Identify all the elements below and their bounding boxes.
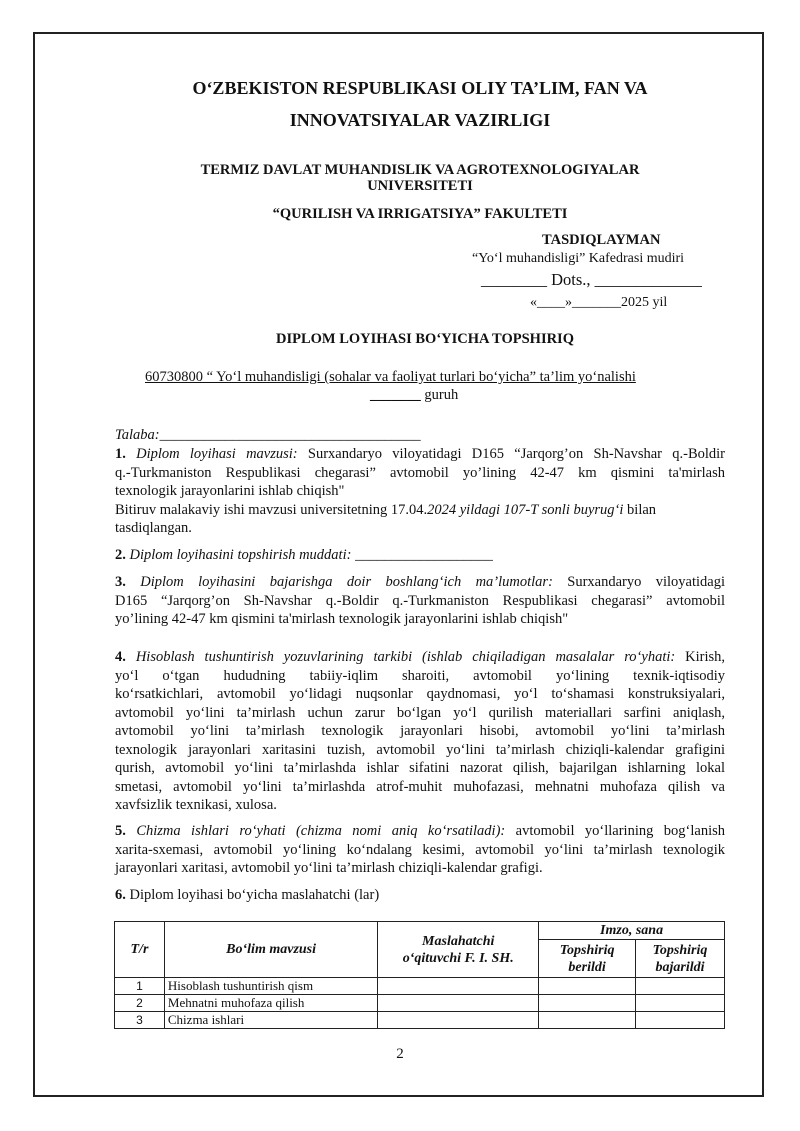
section-3-line2: D165 “Jarqorg’on Sh-Navshar q.-Boldir q.-Turkmaniston Respublikasi chegarasi” avtomobil (115, 592, 725, 609)
page-number: 2 (396, 1046, 404, 1062)
section-4-line: avtomobil yo‘lini ta’mirlash texnologik jarayonlari hisobi, avtomobil yo‘lini ta’mirlash (115, 723, 725, 739)
row-number: 2 (115, 995, 165, 1012)
section-4-line: qurish, avtomobil yo‘lini ta’mirlashda ishlar sifatini nazorat qilish, bajarilgan ishlarning lokal (115, 760, 725, 776)
approval-date: «____»_______2025 yil (530, 295, 668, 310)
approval-title: TASDIQLAYMAN (542, 232, 661, 248)
header-advisor: Maslahatchi o‘qituvchi F. I. SH. (378, 922, 539, 978)
section-4-line1: 4. Hisoblash tushuntirish yozuvlarining tarkibi (ishlab chiqiladigan masalalar ro‘yhati: Kirish, (115, 649, 726, 665)
row-topic: Hisoblash tushuntirish qism (164, 978, 377, 995)
header-given: Topshiriq berildi (539, 940, 636, 978)
section-1-approval: Bitiruv malakaviy ishi mavzusi universitetning 17.04.2024 yildagi 107-T sonli buyrug‘i bilan (115, 501, 657, 518)
ministry-name-line2: INNOVATSIYALAR VAZIRLIGI (289, 110, 551, 130)
advisors-table (114, 921, 725, 1029)
group-label: guruh (420, 387, 459, 403)
group-blank: _______ (370, 387, 421, 403)
dept-head-label: “Yo‘l muhandisligi” Kafedrasi mudiri (472, 251, 685, 266)
section-3-line1: 3. Diplom loyihasini bajarishga doir boshlang‘ich ma’lumotlar: Surxandaryo viloyatidagi (115, 574, 726, 590)
row-advisor[interactable] (378, 1012, 539, 1029)
section-4-line: yo‘l o‘tgan hududning tabiiy-iqlim sharoiti, avtomobil yo‘lining texnik-iqtisodiy (115, 667, 725, 684)
header-tr: T/r (115, 922, 165, 978)
signature-line (481, 270, 702, 290)
section-1-approval-line2: tasdiqlangan. (115, 520, 192, 536)
student-line (115, 427, 421, 444)
student-label: Talaba: (115, 427, 160, 443)
row-advisor[interactable] (378, 978, 539, 995)
row-topic: Chizma ishlari (164, 1012, 377, 1029)
section-3-line3: yo’lining 42-47 km qismini ta'mirlash texnologik jarayonlarini ishlab chiqish" (115, 611, 569, 627)
deadline-blank: ___________________ (351, 547, 493, 563)
table-row (115, 978, 725, 995)
row-given[interactable] (539, 978, 636, 995)
section-4-line: texnologik jarayonlari xaritasini tuzish, avtomobil yo‘lini ta’mirlash chiziqli-kalendar grafigini (115, 741, 725, 758)
row-topic: Mehnatni muhofaza qilish (164, 995, 377, 1012)
section-1-line1: 1. Diplom loyihasi mavzusi: Surxandaryo viloyatidagi D165 “Jarqorg’on Sh-Navshar q.-Boldir (115, 446, 725, 462)
header-sign-date: Imzo, sana (539, 922, 725, 940)
row-done[interactable] (636, 995, 725, 1012)
section-1-line2: q.-Turkmaniston Respublikasi chegarasi” avtomobil yo’lining 42-47 km qismini ta'mirlash (115, 464, 725, 481)
section-5 (115, 822, 725, 878)
section-1-line3: texnologik jarayonlarini ishlab chiqish" (115, 483, 345, 499)
section-4-last-line: xavfsizlik texnikasi, xulosa. (115, 797, 277, 813)
row-given[interactable] (539, 995, 636, 1012)
row-advisor[interactable] (378, 995, 539, 1012)
section-4-line: smetasi, avtomobil yo‘lini ta’mirlashda atrof-muhit muhofazasi, mehnatni muhofaza qilish va (115, 778, 725, 795)
group-line (370, 387, 458, 404)
section-2: 2. Diplom loyihasini topshirish muddati: ___________________ (115, 547, 493, 563)
section-4-line: ko‘rsatkichlari, avtomobil yo‘lidagi nuqsonlar qaydnomasi, yo‘l to‘shamasi konstruksiyalari, (115, 686, 725, 702)
section-5-line1: 5. Chizma ishlari ro‘yhati (chizma nomi aniq ko‘rsatiladi): avtomobil yo‘llarining bog‘lanish (115, 823, 726, 839)
section-5-line2: xarita-sxemasi, avtomobil yo‘lining ko‘ndalang kesimi, avtomobil yo‘lini ta’mirlash texnologik (115, 841, 725, 858)
table-row (115, 1012, 725, 1029)
row-given[interactable] (539, 1012, 636, 1029)
header-done: Topshiriq bajarildi (636, 940, 725, 978)
row-number: 1 (115, 978, 165, 995)
dots-label: Dots., (551, 270, 591, 289)
row-done[interactable] (636, 1012, 725, 1029)
section-6: 6. Diplom loyihasi bo‘yicha maslahatchi (lar) (115, 887, 380, 903)
ministry-name-line1: O‘ZBEKISTON RESPUBLIKASI OLIY TA’LIM, FAN VA (192, 78, 648, 98)
section-3 (115, 573, 725, 629)
section-1 (115, 445, 725, 538)
section-4-line: avtomobil yo‘lini ta’mirlash uchun zarur bo‘lgan yo‘l qurilish materiallari sarfini aniqlash, (115, 704, 725, 721)
section-4 (115, 648, 725, 815)
row-done[interactable] (636, 978, 725, 995)
row-number: 3 (115, 1012, 165, 1029)
specialty-line: 60730800 “ Yo‘l muhandisligi (sohalar va faoliyat turlari bo‘yicha” ta’lim yo‘nalishi (145, 369, 636, 385)
faculty-name: “QURILISH VA IRRIGATSIYA” FAKULTETI (272, 206, 568, 222)
signature-blank: ________ (481, 270, 547, 289)
section-5-line3: jarayonlari xaritasi, avtomobil yo‘lini ta’mirlash chiziqli-kalendar grafigi. (115, 860, 543, 876)
university-name-line1: TERMIZ DAVLAT MUHANDISLIK VA AGROTEXNOLOGIYALAR (200, 162, 640, 178)
table-row (115, 995, 725, 1012)
student-blank: ____________________________________ (159, 427, 421, 443)
document-title: DIPLOM LOYIHASI BO‘YICHA TOPSHIRIQ (276, 331, 574, 347)
name-blank: _____________ (594, 270, 702, 289)
header-section: Bo‘lim mavzusi (164, 922, 377, 978)
university-name-line2: UNIVERSITETI (367, 178, 473, 194)
